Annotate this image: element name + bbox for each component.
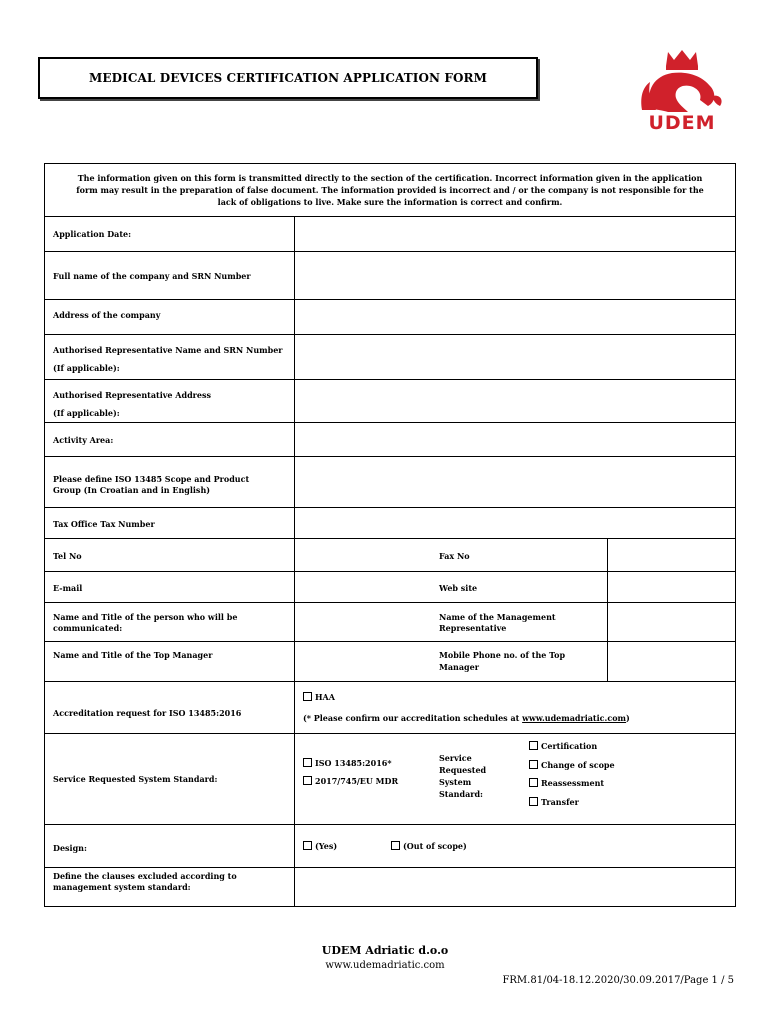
row-auth-rep-name <box>45 335 735 380</box>
logo-text: UDEM <box>648 112 716 134</box>
row-activity-area <box>45 423 735 457</box>
fax-label: Fax No <box>439 551 470 561</box>
top-manager-input[interactable] <box>295 642 431 681</box>
row-excluded-clauses <box>45 868 735 906</box>
tax-input[interactable] <box>295 508 735 538</box>
excluded-label-line2: management system standard: <box>53 882 191 892</box>
transfer-checkbox[interactable] <box>529 797 538 806</box>
row-top-manager <box>45 642 735 682</box>
accreditation-label: Accreditation request for ISO 13485:2016 <box>53 708 242 718</box>
tel-label: Tel No <box>53 551 82 561</box>
row-address <box>45 300 735 335</box>
company-name-label: Full name of the company and SRN Number <box>53 271 251 281</box>
website-input[interactable] <box>608 572 735 602</box>
fax-input[interactable] <box>608 539 735 571</box>
haa-checkbox[interactable] <box>303 692 312 701</box>
scope-label-line2: Group (In Croatian and in English) <box>53 485 211 495</box>
excluded-clauses-input[interactable] <box>295 868 735 906</box>
mgmt-rep-input[interactable] <box>608 603 735 641</box>
form-title: MEDICAL DEVICES CERTIFICATION APPLICATION FORM <box>38 57 538 99</box>
if-applicable-label: (If applicable): <box>53 363 120 373</box>
row-company-name <box>45 252 735 300</box>
row-scope <box>45 457 735 508</box>
auth-rep-address-label: Authorised Representative Address <box>53 390 211 400</box>
address-input[interactable] <box>295 300 735 334</box>
activity-area-input[interactable] <box>295 423 735 456</box>
reassessment-label: Reassessment <box>541 778 605 788</box>
row-tax <box>45 508 735 539</box>
reassessment-checkbox[interactable] <box>529 778 538 787</box>
row-email-web <box>45 572 735 603</box>
row-design <box>45 825 735 868</box>
email-input[interactable] <box>295 572 431 602</box>
mdr-label: 2017/745/EU MDR <box>315 776 399 786</box>
intro-line: form may result in the preparation of false document. The information provided is incorrect and / or the company is not responsible for the <box>76 185 704 195</box>
design-out-label: (Out of scope) <box>403 841 467 851</box>
website-label: Web site <box>439 583 478 593</box>
certification-label: Certification <box>541 741 598 751</box>
excluded-label: Define the clauses excluded according to <box>53 871 237 881</box>
contact-label: Name and Title of the person who will be <box>53 612 238 622</box>
mgmt-rep-label: Name of the Management <box>439 612 556 622</box>
transfer-label: Transfer <box>541 797 579 807</box>
lion-crown-icon <box>628 46 736 116</box>
footer-form-code: FRM.81/04-18.12.2020/30.09.2017/Page 1 / 5 <box>502 975 734 986</box>
top-manager-label: Name and Title of the Top Manager <box>53 650 213 660</box>
application-date-input[interactable] <box>295 217 735 251</box>
design-label: Design: <box>53 843 87 853</box>
accreditation-note-text: (* Please confirm our accreditation schedules at <box>303 713 523 723</box>
intro-line: lack of obligations to live. Make sure the information is correct and confirm. <box>217 197 563 207</box>
mobile-label: Mobile Phone no. of the Top <box>439 650 566 660</box>
contact-label-line2: communicated: <box>53 623 123 633</box>
address-label: Address of the company <box>53 310 161 320</box>
service-label: Service <box>439 753 472 763</box>
accreditation-link[interactable]: www.udemadriatic.com <box>522 713 626 723</box>
udem-logo <box>628 46 736 136</box>
row-auth-rep-address <box>45 380 735 423</box>
change-scope-checkbox[interactable] <box>529 760 538 769</box>
mdr-checkbox[interactable] <box>303 776 312 785</box>
service-label-line2: Requested <box>439 765 487 775</box>
auth-rep-name-input[interactable] <box>295 335 735 379</box>
company-name-input[interactable] <box>295 252 735 299</box>
service-label-line4: Standard: <box>439 789 484 799</box>
scope-input[interactable] <box>295 457 735 507</box>
row-accreditation <box>45 682 735 734</box>
certification-checkbox[interactable] <box>529 741 538 750</box>
iso-13485-checkbox[interactable] <box>303 758 312 767</box>
auth-rep-name-label: Authorised Representative Name and SRN Number <box>53 345 283 355</box>
footer-company: UDEM Adriatic d.o.o <box>321 944 449 957</box>
design-yes-label: (Yes) <box>315 841 338 851</box>
row-service-standard <box>45 734 735 825</box>
intro-line: The information given on this form is transmitted directly to the section of the certification. Incorrect information given in the application <box>77 173 703 183</box>
row-application-date <box>45 217 735 252</box>
accreditation-note-suffix: ) <box>626 713 630 723</box>
tel-input[interactable] <box>295 539 431 571</box>
auth-rep-address-input[interactable] <box>295 380 735 422</box>
email-label: E-mail <box>53 583 83 593</box>
if-applicable-label: (If applicable): <box>53 408 120 418</box>
haa-label: HAA <box>315 692 335 702</box>
mobile-input[interactable] <box>608 642 735 681</box>
design-out-checkbox[interactable] <box>391 841 400 850</box>
application-form-table <box>44 163 736 907</box>
accreditation-note <box>303 713 630 723</box>
activity-area-label: Activity Area: <box>53 435 114 445</box>
row-tel-fax <box>45 539 735 572</box>
mgmt-rep-label-line2: Representative <box>439 623 507 633</box>
scope-label: Please define ISO 13485 Scope and Product <box>53 474 250 484</box>
service-label-line3: System <box>439 777 472 787</box>
contact-input[interactable] <box>295 603 431 641</box>
change-scope-label: Change of scope <box>541 760 615 770</box>
design-yes-checkbox[interactable] <box>303 841 312 850</box>
tax-label: Tax Office Tax Number <box>53 519 155 529</box>
iso-13485-label: ISO 13485:2016* <box>315 758 392 768</box>
service-std-label: Service Requested System Standard: <box>53 774 218 784</box>
intro-text <box>45 164 735 217</box>
row-contact <box>45 603 735 642</box>
application-date-label: Application Date: <box>53 229 132 239</box>
mobile-label-line2: Manager <box>439 662 479 672</box>
footer-url: www.udemadriatic.com <box>325 960 445 971</box>
